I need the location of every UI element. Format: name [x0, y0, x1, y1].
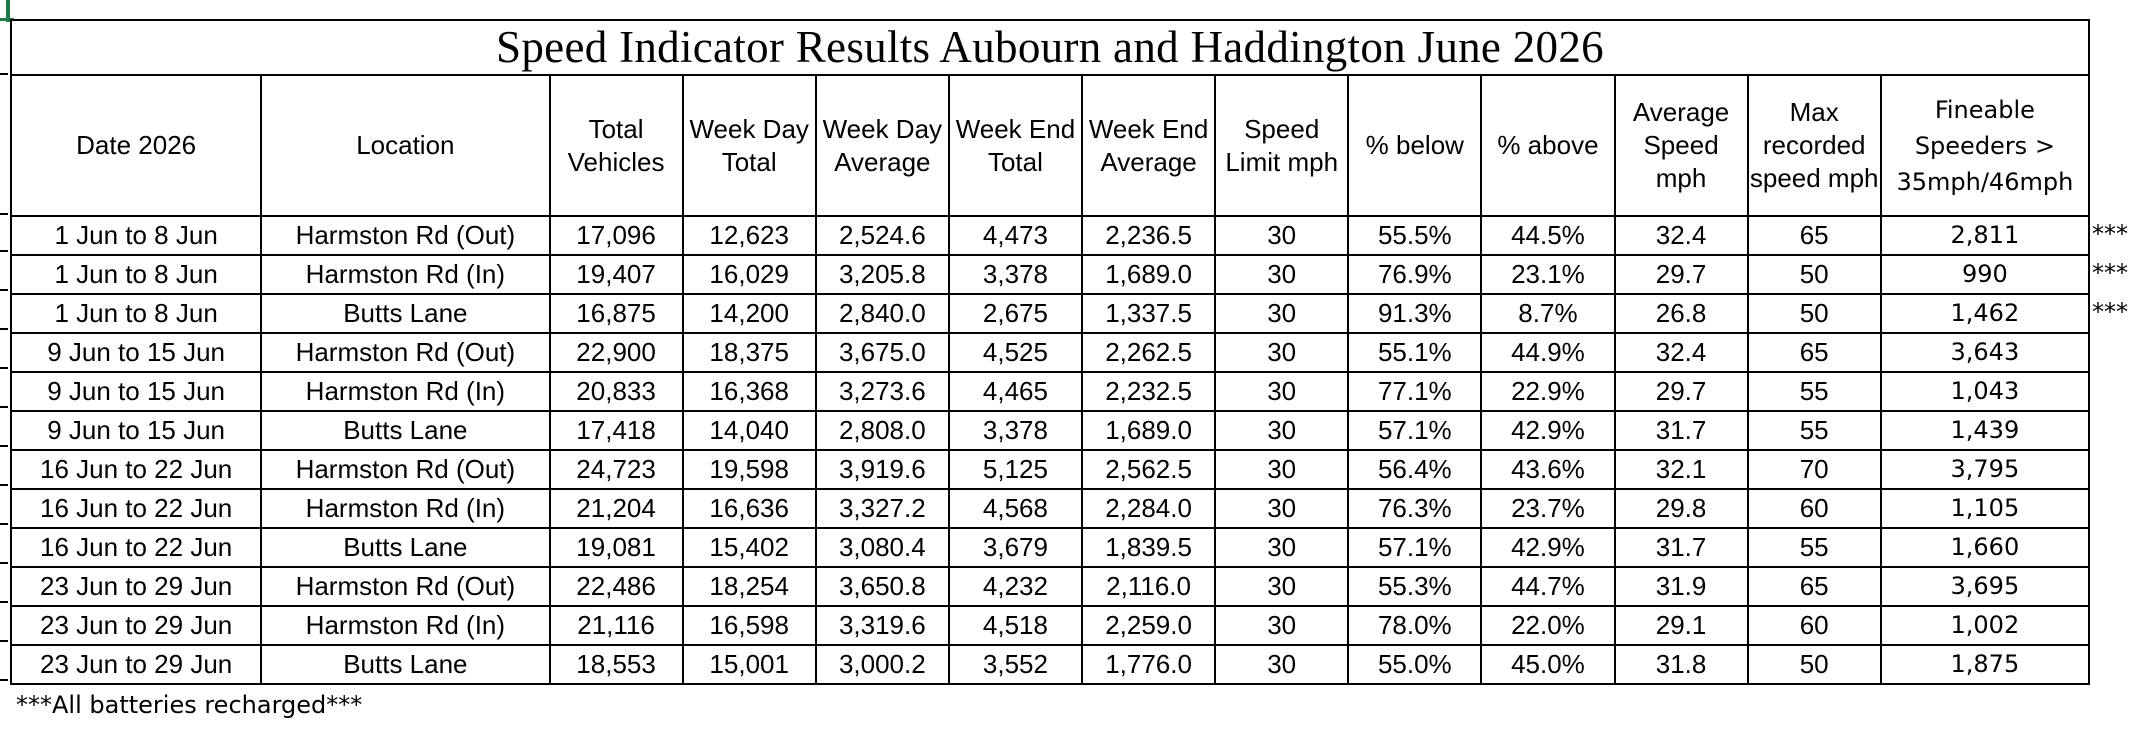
cell-week-end-total[interactable]: 3,378	[949, 411, 1082, 450]
cell-speed-limit[interactable]: 30	[1215, 645, 1348, 684]
cell-percent-above[interactable]: 44.9%	[1481, 333, 1614, 372]
cell-percent-below[interactable]: 77.1%	[1348, 372, 1481, 411]
table-row	[11, 216, 2089, 255]
cell-location[interactable]: Butts Lane	[261, 528, 549, 567]
cell-week-end-average[interactable]: 1,689.0	[1082, 255, 1215, 294]
cell-percent-above[interactable]: 23.1%	[1481, 255, 1614, 294]
row-edge-line	[0, 328, 8, 330]
cell-location[interactable]: Harmston Rd (In)	[261, 255, 549, 294]
cell-week-day-average[interactable]: 3,650.8	[816, 567, 949, 606]
cell-week-end-total[interactable]: 2,675	[949, 294, 1082, 333]
cell-percent-below[interactable]: 55.1%	[1348, 333, 1481, 372]
row-edge-line	[0, 367, 8, 369]
cell-speed-limit[interactable]: 30	[1215, 450, 1348, 489]
cell-week-end-average[interactable]: 1,776.0	[1082, 645, 1215, 684]
cell-week-end-total[interactable]: 4,568	[949, 489, 1082, 528]
cell-percent-above[interactable]: 22.9%	[1481, 372, 1614, 411]
cell-week-day-total[interactable]: 19,598	[683, 450, 816, 489]
cell-fineable-speeders[interactable]: 3,795	[1881, 450, 2089, 489]
cell-total-vehicles[interactable]: 20,833	[550, 372, 683, 411]
cell-week-day-average[interactable]: 3,919.6	[816, 450, 949, 489]
cell-total-vehicles[interactable]: 24,723	[550, 450, 683, 489]
row-edge-line	[0, 484, 8, 486]
cell-date[interactable]: 16 Jun to 22 Jun	[11, 450, 261, 489]
cell-date[interactable]: 16 Jun to 22 Jun	[11, 489, 261, 528]
cell-max-speed[interactable]: 55	[1748, 528, 1881, 567]
table-row	[11, 489, 2089, 528]
title-row	[11, 20, 2089, 75]
row-edge-line	[0, 523, 8, 525]
cell-total-vehicles[interactable]: 16,875	[550, 294, 683, 333]
cell-percent-above[interactable]: 8.7%	[1481, 294, 1614, 333]
cell-week-end-total[interactable]: 4,232	[949, 567, 1082, 606]
cell-total-vehicles[interactable]: 18,553	[550, 645, 683, 684]
cell-total-vehicles[interactable]: 17,096	[550, 216, 683, 255]
cell-week-day-average[interactable]: 3,675.0	[816, 333, 949, 372]
cell-max-speed[interactable]: 65	[1748, 333, 1881, 372]
cell-max-speed[interactable]: 65	[1748, 567, 1881, 606]
cell-date[interactable]: 9 Jun to 15 Jun	[11, 372, 261, 411]
cell-week-day-total[interactable]: 16,598	[683, 606, 816, 645]
cell-week-day-average[interactable]: 3,319.6	[816, 606, 949, 645]
header-fineable-speeders[interactable]: Fineable Speeders > 35mph/46mph	[1881, 75, 2089, 216]
cell-fineable-speeders[interactable]: 1,660	[1881, 528, 2089, 567]
cell-date[interactable]: 23 Jun to 29 Jun	[11, 567, 261, 606]
row-marker: ***	[2092, 259, 2128, 287]
row-edge-line	[0, 289, 8, 291]
row-edge-line	[0, 679, 8, 681]
cell-max-speed[interactable]: 60	[1748, 606, 1881, 645]
speed-results-table	[10, 19, 2090, 685]
table-row	[11, 606, 2089, 645]
table-row	[11, 411, 2089, 450]
cell-week-day-total[interactable]: 18,254	[683, 567, 816, 606]
cell-week-day-average[interactable]: 3,327.2	[816, 489, 949, 528]
cell-week-end-total[interactable]: 4,525	[949, 333, 1082, 372]
cell-week-day-total[interactable]: 14,200	[683, 294, 816, 333]
cell-percent-below[interactable]: 57.1%	[1348, 411, 1481, 450]
cell-week-day-average[interactable]: 3,080.4	[816, 528, 949, 567]
cell-week-day-total[interactable]: 16,636	[683, 489, 816, 528]
cell-percent-above[interactable]: 44.5%	[1481, 216, 1614, 255]
cell-date[interactable]: 1 Jun to 8 Jun	[11, 255, 261, 294]
cell-week-day-average[interactable]: 3,000.2	[816, 645, 949, 684]
table-row	[11, 450, 2089, 489]
cell-average-speed[interactable]: 31.8	[1615, 645, 1748, 684]
cell-date[interactable]: 1 Jun to 8 Jun	[11, 216, 261, 255]
cell-week-day-average[interactable]: 3,205.8	[816, 255, 949, 294]
cell-total-vehicles[interactable]: 21,204	[550, 489, 683, 528]
cell-percent-below[interactable]: 55.0%	[1348, 645, 1481, 684]
table-row	[11, 567, 2089, 606]
cell-percent-below[interactable]: 56.4%	[1348, 450, 1481, 489]
cell-percent-below[interactable]: 57.1%	[1348, 528, 1481, 567]
cell-date[interactable]: 16 Jun to 22 Jun	[11, 528, 261, 567]
cell-percent-above[interactable]: 22.0%	[1481, 606, 1614, 645]
cell-speed-limit[interactable]: 30	[1215, 216, 1348, 255]
cell-location[interactable]: Harmston Rd (Out)	[261, 216, 549, 255]
table-row	[11, 294, 2089, 333]
cell-average-speed[interactable]: 31.9	[1615, 567, 1748, 606]
cell-average-speed[interactable]: 29.8	[1615, 489, 1748, 528]
cell-location[interactable]: Harmston Rd (In)	[261, 372, 549, 411]
cell-location[interactable]: Harmston Rd (Out)	[261, 333, 549, 372]
cell-average-speed[interactable]: 29.7	[1615, 372, 1748, 411]
cell-total-vehicles[interactable]: 21,116	[550, 606, 683, 645]
cell-total-vehicles[interactable]: 19,081	[550, 528, 683, 567]
cell-week-end-average[interactable]: 2,284.0	[1082, 489, 1215, 528]
row-edge-line	[0, 445, 8, 447]
cell-percent-above[interactable]: 42.9%	[1481, 528, 1614, 567]
row-marker: ***	[2092, 220, 2128, 248]
cell-week-day-total[interactable]: 15,402	[683, 528, 816, 567]
cell-fineable-speeders[interactable]: 2,811	[1881, 216, 2089, 255]
cell-week-end-average[interactable]: 1,839.5	[1082, 528, 1215, 567]
table-row	[11, 645, 2089, 684]
header-percent-above[interactable]: % above	[1481, 75, 1614, 216]
cell-week-end-average[interactable]: 2,232.5	[1082, 372, 1215, 411]
cell-week-end-total[interactable]: 3,378	[949, 255, 1082, 294]
cell-fineable-speeders[interactable]: 1,439	[1881, 411, 2089, 450]
cell-percent-above[interactable]: 43.6%	[1481, 450, 1614, 489]
header-average-speed[interactable]: Average Speed mph	[1615, 75, 1748, 216]
cell-speed-limit[interactable]: 30	[1215, 294, 1348, 333]
cell-max-speed[interactable]: 50	[1748, 255, 1881, 294]
cell-date[interactable]: 23 Jun to 29 Jun	[11, 645, 261, 684]
cell-speed-limit[interactable]: 30	[1215, 333, 1348, 372]
cell-week-end-average[interactable]: 2,116.0	[1082, 567, 1215, 606]
table-row	[11, 333, 2089, 372]
cell-max-speed[interactable]: 50	[1748, 645, 1881, 684]
cell-week-end-total[interactable]: 3,679	[949, 528, 1082, 567]
cell-week-end-total[interactable]: 4,518	[949, 606, 1082, 645]
cell-location[interactable]: Butts Lane	[261, 645, 549, 684]
cell-speed-limit[interactable]: 30	[1215, 255, 1348, 294]
cell-max-speed[interactable]: 55	[1748, 372, 1881, 411]
cell-percent-above[interactable]: 45.0%	[1481, 645, 1614, 684]
row-edge-line	[0, 640, 8, 642]
cell-fineable-speeders[interactable]: 1,462	[1881, 294, 2089, 333]
cell-week-end-average[interactable]: 2,562.5	[1082, 450, 1215, 489]
cell-average-speed[interactable]: 32.1	[1615, 450, 1748, 489]
cell-max-speed[interactable]: 70	[1748, 450, 1881, 489]
cell-average-speed[interactable]: 32.4	[1615, 333, 1748, 372]
cell-location[interactable]: Butts Lane	[261, 411, 549, 450]
cell-average-speed[interactable]: 26.8	[1615, 294, 1748, 333]
row-edge-line	[0, 73, 8, 75]
cell-total-vehicles[interactable]: 19,407	[550, 255, 683, 294]
cell-week-day-total[interactable]: 16,029	[683, 255, 816, 294]
cell-week-day-average[interactable]: 2,808.0	[816, 411, 949, 450]
cell-percent-below[interactable]: 55.3%	[1348, 567, 1481, 606]
cell-date[interactable]: 9 Jun to 15 Jun	[11, 333, 261, 372]
table-row	[11, 255, 2089, 294]
cell-speed-limit[interactable]: 30	[1215, 372, 1348, 411]
cell-week-end-total[interactable]: 5,125	[949, 450, 1082, 489]
cell-week-day-total[interactable]: 12,623	[683, 216, 816, 255]
cell-date[interactable]: 23 Jun to 29 Jun	[11, 606, 261, 645]
header-week-day-average[interactable]: Week Day Average	[816, 75, 949, 216]
cell-average-speed[interactable]: 31.7	[1615, 411, 1748, 450]
header-week-end-average[interactable]: Week End Average	[1082, 75, 1215, 216]
cell-average-speed[interactable]: 29.7	[1615, 255, 1748, 294]
cell-week-end-total[interactable]: 4,473	[949, 216, 1082, 255]
cell-week-day-average[interactable]: 2,840.0	[816, 294, 949, 333]
cell-speed-limit[interactable]: 30	[1215, 489, 1348, 528]
cell-speed-limit[interactable]: 30	[1215, 528, 1348, 567]
footnote[interactable]: ***All batteries recharged***	[16, 691, 363, 719]
cell-percent-below[interactable]: 76.9%	[1348, 255, 1481, 294]
row-edge-line	[0, 213, 8, 215]
header-max-speed[interactable]: Max recorded speed mph	[1748, 75, 1881, 216]
cell-fineable-speeders[interactable]: 1,043	[1881, 372, 2089, 411]
cell-average-speed[interactable]: 32.4	[1615, 216, 1748, 255]
cell-max-speed[interactable]: 65	[1748, 216, 1881, 255]
cell-week-end-average[interactable]: 1,337.5	[1082, 294, 1215, 333]
cell-fineable-speeders[interactable]: 3,643	[1881, 333, 2089, 372]
cell-week-day-total[interactable]: 14,040	[683, 411, 816, 450]
header-location[interactable]: Location	[261, 75, 549, 216]
cell-date[interactable]: 1 Jun to 8 Jun	[11, 294, 261, 333]
cell-date[interactable]: 9 Jun to 15 Jun	[11, 411, 261, 450]
cell-speed-limit[interactable]: 30	[1215, 567, 1348, 606]
cell-week-end-average[interactable]: 2,259.0	[1082, 606, 1215, 645]
cell-percent-below[interactable]: 76.3%	[1348, 489, 1481, 528]
cell-fineable-speeders[interactable]: 1,105	[1881, 489, 2089, 528]
cell-fineable-speeders[interactable]: 1,002	[1881, 606, 2089, 645]
cell-week-day-total[interactable]: 15,001	[683, 645, 816, 684]
cell-average-speed[interactable]: 31.7	[1615, 528, 1748, 567]
cell-week-day-average[interactable]: 3,273.6	[816, 372, 949, 411]
cell-week-end-total[interactable]: 3,552	[949, 645, 1082, 684]
cell-max-speed[interactable]: 60	[1748, 489, 1881, 528]
cell-week-day-total[interactable]: 18,375	[683, 333, 816, 372]
row-marker: ***	[2092, 298, 2128, 326]
cell-location[interactable]: Harmston Rd (Out)	[261, 567, 549, 606]
table-body	[11, 216, 2089, 684]
row-edge-line	[0, 562, 8, 564]
cell-percent-below[interactable]: 78.0%	[1348, 606, 1481, 645]
cell-location[interactable]: Harmston Rd (In)	[261, 606, 549, 645]
cell-max-speed[interactable]: 50	[1748, 294, 1881, 333]
table-row	[11, 372, 2089, 411]
header-date[interactable]: Date 2026	[11, 75, 261, 216]
table-title[interactable]: Speed Indicator Results Aubourn and Haddington June 2026	[11, 20, 2089, 75]
header-total-vehicles[interactable]: Total Vehicles	[550, 75, 683, 216]
cell-fineable-speeders[interactable]: 990	[1881, 255, 2089, 294]
cell-percent-above[interactable]: 44.7%	[1481, 567, 1614, 606]
header-percent-below[interactable]: % below	[1348, 75, 1481, 216]
cell-fineable-speeders[interactable]: 3,695	[1881, 567, 2089, 606]
header-week-day-total[interactable]: Week Day Total	[683, 75, 816, 216]
cell-location[interactable]: Harmston Rd (Out)	[261, 450, 549, 489]
row-edge-line	[0, 250, 8, 252]
cell-total-vehicles[interactable]: 17,418	[550, 411, 683, 450]
cell-percent-above[interactable]: 42.9%	[1481, 411, 1614, 450]
table-row	[11, 528, 2089, 567]
row-edge-line	[0, 406, 8, 408]
header-row	[11, 75, 2089, 216]
cell-max-speed[interactable]: 55	[1748, 411, 1881, 450]
cell-week-end-average[interactable]: 2,262.5	[1082, 333, 1215, 372]
cell-total-vehicles[interactable]: 22,900	[550, 333, 683, 372]
cell-fineable-speeders[interactable]: 1,875	[1881, 645, 2089, 684]
cell-percent-above[interactable]: 23.7%	[1481, 489, 1614, 528]
header-speed-limit[interactable]: Speed Limit mph	[1215, 75, 1348, 216]
cell-week-day-total[interactable]: 16,368	[683, 372, 816, 411]
cell-location[interactable]: Harmston Rd (In)	[261, 489, 549, 528]
cell-speed-limit[interactable]: 30	[1215, 606, 1348, 645]
cell-week-day-average[interactable]: 2,524.6	[816, 216, 949, 255]
cell-average-speed[interactable]: 29.1	[1615, 606, 1748, 645]
cell-total-vehicles[interactable]: 22,486	[550, 567, 683, 606]
row-edge-line	[0, 601, 8, 603]
cell-percent-below[interactable]: 55.5%	[1348, 216, 1481, 255]
cell-week-end-average[interactable]: 2,236.5	[1082, 216, 1215, 255]
cell-location[interactable]: Butts Lane	[261, 294, 549, 333]
cell-percent-below[interactable]: 91.3%	[1348, 294, 1481, 333]
cell-week-end-average[interactable]: 1,689.0	[1082, 411, 1215, 450]
cell-speed-limit[interactable]: 30	[1215, 411, 1348, 450]
cell-week-end-total[interactable]: 4,465	[949, 372, 1082, 411]
header-week-end-total[interactable]: Week End Total	[949, 75, 1082, 216]
